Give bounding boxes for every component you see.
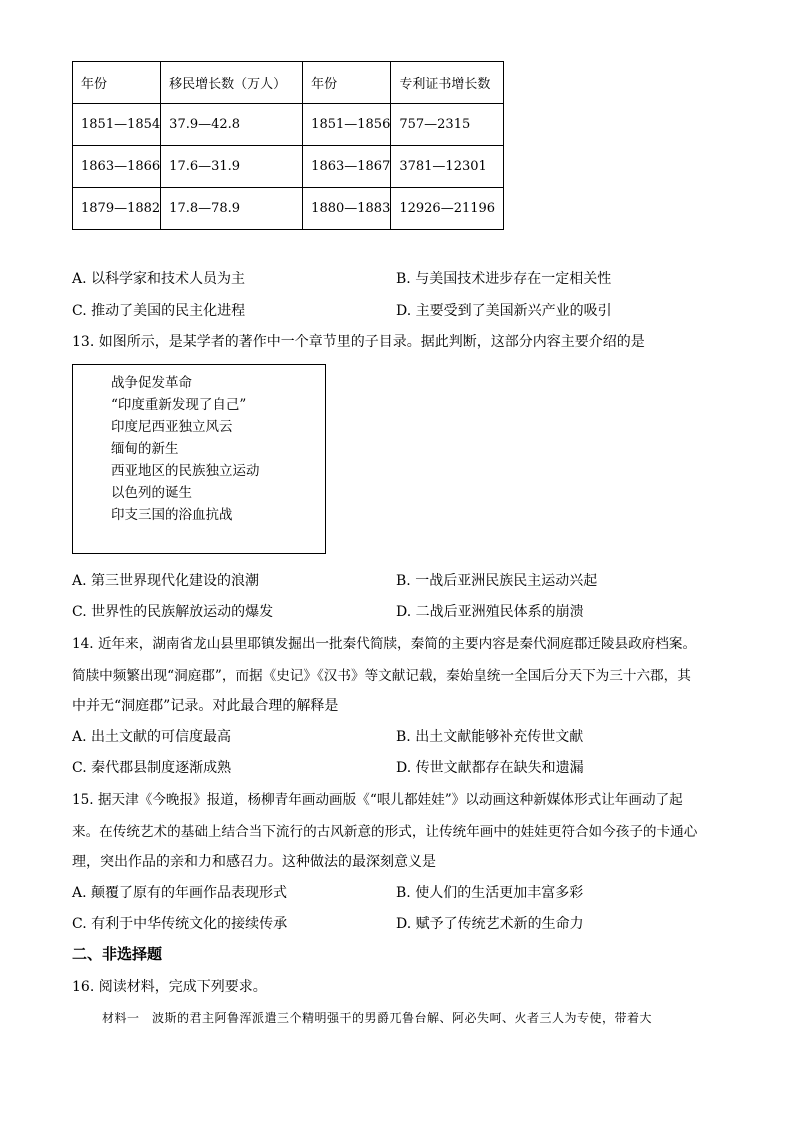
contents-line: 以色列的诞生 <box>111 485 192 501</box>
material-text: 材料一 波斯的君主阿鲁浑派遣三个精明强干的男爵兀鲁台解、阿必失呵、火者三人为专使，带着大 <box>102 1011 653 1025</box>
header-cell: 专利证书增长数 <box>391 62 504 104</box>
q15-option-b: B. 使人们的生活更加丰富多彩 <box>396 885 584 901</box>
q14-option-a: A. 出土文献的可信度最高 <box>72 729 232 745</box>
q14-option-c: C. 秦代郡县制度逐渐成熟 <box>72 760 232 776</box>
q12-option-d: D. 主要受到了美国新兴产业的吸引 <box>396 303 612 319</box>
q16-stem: 16. 阅读材料，完成下列要求。 <box>72 979 267 995</box>
q13-stem: 13. 如图所示，是某学者的著作中一个章节里的子目录。据此判断，这部分内容主要介绍的是 <box>72 334 645 350</box>
table-row <box>73 146 504 188</box>
table-cell: 3781—12301 <box>391 146 504 188</box>
q15-stem-line: 15. 据天津《今晚报》报道，杨柳青年画动画版《“哏儿都娃娃”》以动画这种新媒体形式让年画动了起 <box>72 792 683 808</box>
contents-line: 缅甸的新生 <box>111 441 179 457</box>
header-cell: 年份 <box>303 62 391 104</box>
q14-stem-line: 14. 近年来，湖南省龙山县里耶镇发掘出一批秦代简牍，秦简的主要内容是秦代洞庭郡迁陵县政府档案。 <box>72 636 697 652</box>
table-cell: 17.6—31.9 <box>161 146 303 188</box>
q12-option-c: C. 推动了美国的民主化进程 <box>72 303 246 319</box>
contents-line: 印支三国的浴血抗战 <box>111 507 233 523</box>
table-cell: 1880—1883 <box>303 188 391 230</box>
table-cell: 1851—1856 <box>303 104 391 146</box>
table-cell: 12926—21196 <box>391 188 504 230</box>
contents-line: 印度尼西亚独立风云 <box>111 419 233 435</box>
header-cell: 年份 <box>73 62 161 104</box>
q15-option-d: D. 赋予了传统艺术新的生命力 <box>396 916 584 932</box>
q13-contents-box <box>72 364 326 554</box>
table-cell: 1851—1854 <box>73 104 161 146</box>
contents-line: “印度重新发现了自己” <box>111 397 247 413</box>
q12-option-a: A. 以科学家和技术人员为主 <box>72 271 246 287</box>
contents-line: 战争促发革命 <box>111 375 192 391</box>
table-cell: 1879—1882 <box>73 188 161 230</box>
q12-option-b: B. 与美国技术进步存在一定相关性 <box>396 271 612 287</box>
q15-option-c: C. 有利于中华传统文化的接续传承 <box>72 916 288 932</box>
data-table <box>72 61 504 230</box>
q15-option-a: A. 颠覆了原有的年画作品表现形式 <box>72 885 288 901</box>
q14-stem-line: 中并无“洞庭郡”记录。对此最合理的解释是 <box>72 698 339 714</box>
q13-option-b: B. 一战后亚洲民族民主运动兴起 <box>396 573 598 589</box>
q13-option-c: C. 世界性的民族解放运动的爆发 <box>72 604 274 620</box>
q14-option-d: D. 传世文献都存在缺失和遗漏 <box>396 760 584 776</box>
table-cell: 1863—1867 <box>303 146 391 188</box>
q13-option-a: A. 第三世界现代化建设的浪潮 <box>72 573 260 589</box>
q13-option-d: D. 二战后亚洲殖民体系的崩溃 <box>396 604 584 620</box>
table-row <box>73 104 504 146</box>
contents-line: 西亚地区的民族独立运动 <box>111 463 260 479</box>
table-row <box>73 188 504 230</box>
section-heading: 二、非选择题 <box>72 945 163 963</box>
table-cell: 757—2315 <box>391 104 504 146</box>
table-cell: 37.9—42.8 <box>161 104 303 146</box>
q15-stem-line: 来。在传统艺术的基础上结合当下流行的古风新意的形式，让传统年画中的娃娃更符合如今孩子的卡通心 <box>72 824 698 840</box>
table-header-row <box>73 62 504 104</box>
q14-stem-line: 简牍中频繁出现“洞庭郡”，而据《史记》《汉书》等文献记载，秦始皇统一全国后分天下为三十六郡，其 <box>72 668 691 684</box>
table-cell: 17.8—78.9 <box>161 188 303 230</box>
table-cell: 1863—1866 <box>73 146 161 188</box>
header-cell: 移民增长数（万人） <box>161 62 303 104</box>
q15-stem-line: 理，突出作品的亲和力和感召力。这种做法的最深刻意义是 <box>72 854 436 870</box>
q14-option-b: B. 出土文献能够补充传世文献 <box>396 729 584 745</box>
